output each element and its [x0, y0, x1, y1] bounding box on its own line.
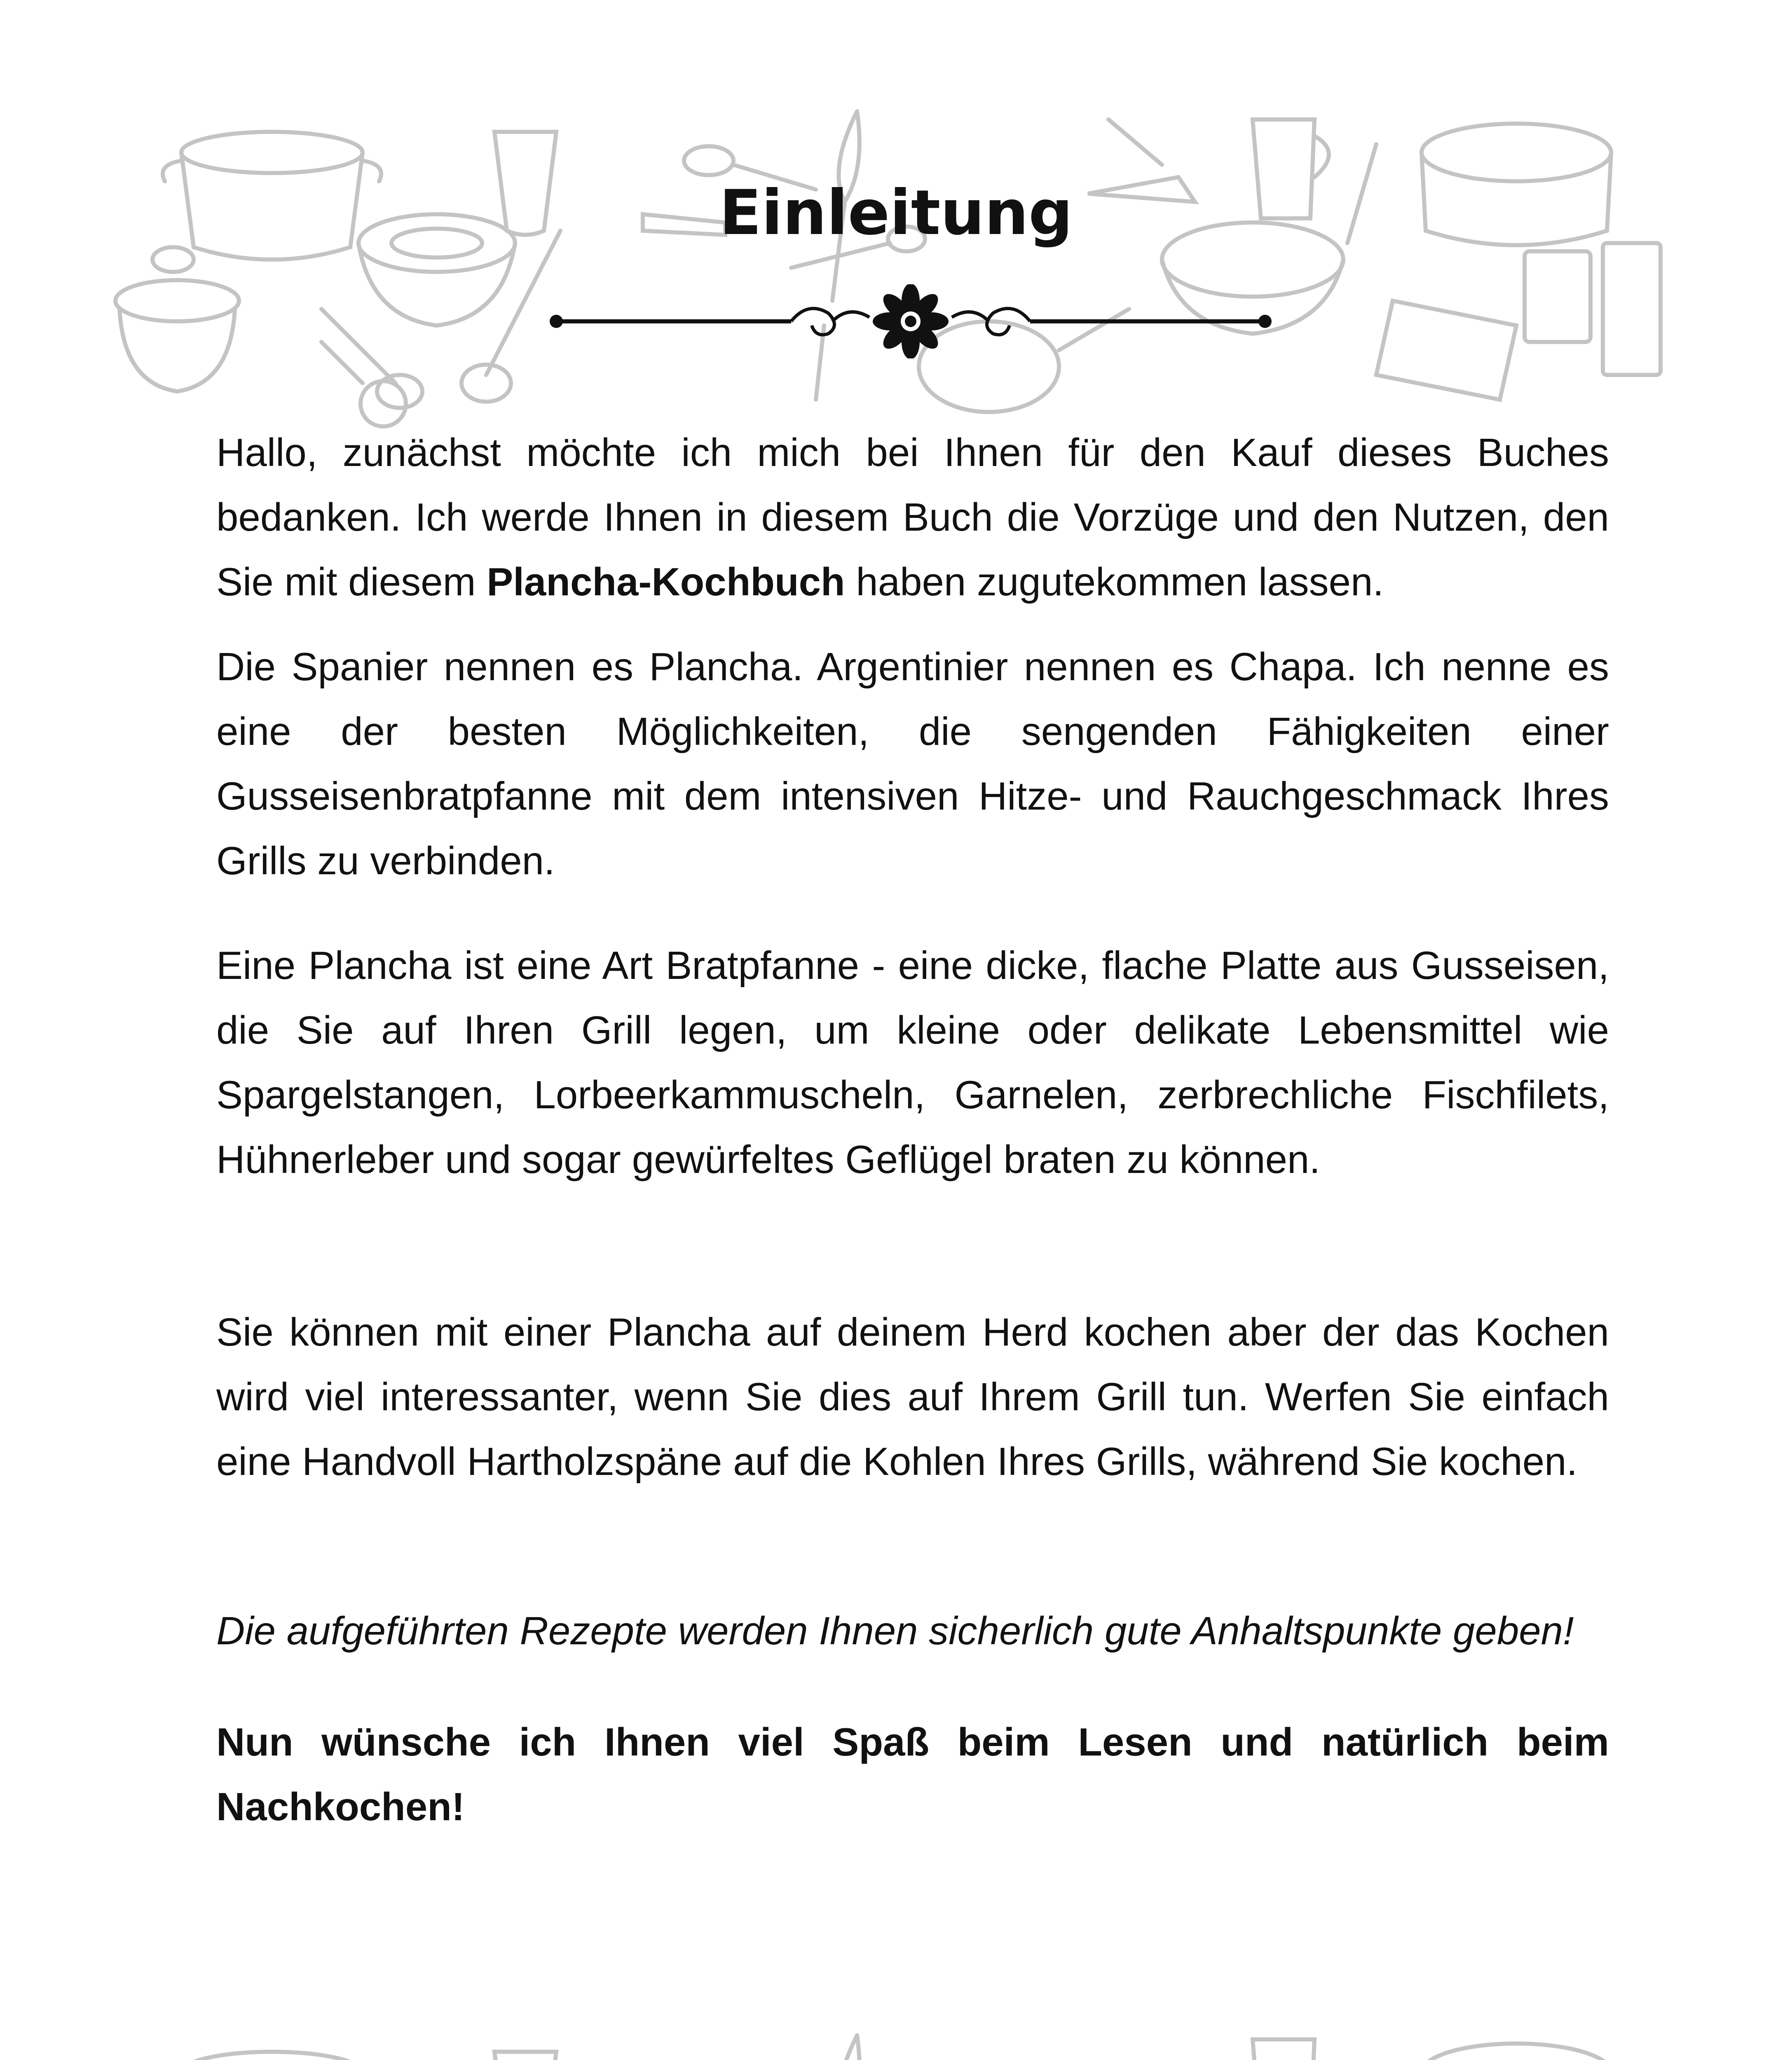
intro-text-end: haben zugutekommen lassen. [845, 560, 1384, 604]
cake-pan-icon [1422, 2044, 1611, 2060]
closing-wish-bold: Nun wünsche ich Ihnen viel Spaß beim Lesen und natürlich beim Nachkochen! [216, 1720, 1609, 1829]
intro-text: Hallo, zunächst möchte ich mich bei Ihnen für den Kauf dieses Buches bedanken. Ich werde Ihnen in diesem Buch die Vorzüge und den Nutzen, den Sie mit diesem [216, 431, 1609, 604]
kitchen-utensils-decoration-top [0, 95, 1792, 433]
paper-roll-icon [1376, 301, 1516, 400]
flower-divider-icon [544, 284, 1277, 358]
scale-icon [1525, 243, 1661, 375]
book-title-bold: Plancha-Kochbuch [487, 560, 845, 604]
jug-icon [1253, 2039, 1314, 2060]
cooking-pot-icon [181, 2052, 363, 2060]
recipes-note-italic: Die aufgeführten Rezepte werden Ihnen sicherlich gute Anhaltspunkte geben! [216, 1609, 1574, 1653]
kitchen-utensils-decoration-bottom [0, 2031, 1792, 2060]
plancha-description-paragraph: Eine Plancha ist eine Art Bratpfanne - eine dicke, flache Platte aus Gusseisen, die Sie auf Ihren Grill legen, um kleine oder delikate Lebensmittel wie Spargelstangen, Lorbeerkammuscheln, Garnelen, zerbrechliche Fischfilets, Hühnerleber und sogar gewürfeltes Geflügel braten zu können. [216, 943, 1609, 1182]
intro-paragraph [216, 420, 1609, 614]
pot-with-lid-icon [115, 247, 239, 391]
page-title: Einleitung [719, 177, 1073, 249]
skimmer-icon [321, 342, 406, 426]
cooking-tips-paragraph: Sie können mit einer Plancha auf deinem Herd kochen aber der das Kochen wird viel interessanter, wenn Sie dies auf Ihrem Grill tun. Werfen Sie einfach eine Handvoll Hartholzspäne auf die Kohlen Ihres Grills, während Sie kochen. [216, 1310, 1609, 1484]
ladle-icon [321, 231, 560, 408]
whisk-icon [721, 2035, 860, 2060]
measuring-cup-icon [494, 2052, 556, 2060]
plancha-names-paragraph: Die Spanier nennen es Plancha. Argentinier nennen es Chapa. Ich nenne es eine der besten Möglichkeiten, die sengenden Fähigkeiten einer Gusseisenbratpfanne mit dem intensiven Hitze- und Rauchgeschmack Ihres Grills zu verbinden. [216, 645, 1609, 883]
